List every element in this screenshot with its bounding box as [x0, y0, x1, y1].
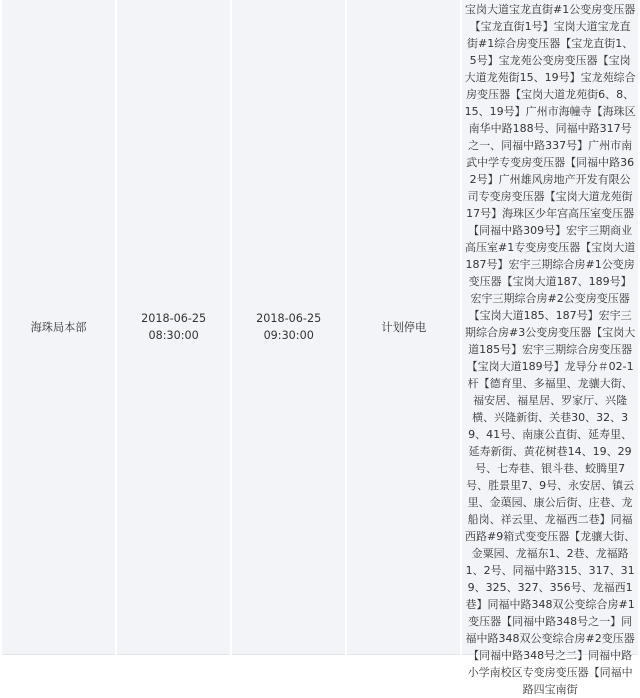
start-time-cell: 2018-06-25 08:30:00 [117, 0, 230, 655]
table-row [2, 0, 638, 655]
unit-cell: 海珠局本部 [2, 0, 115, 655]
scope-text: 宝岗大道宝龙直街#1公变房变压器【宝龙直街1号】宝岗大道宝龙直街#1综合房变压器【宝龙直街1、5号】宝龙苑公变房变压器【宝岗大道龙苑街15、19号】宝龙苑综合房变压器【宝岗大道龙苑街6、8、15、19号】广州市海幢寺【海珠区南华中路188号、同福中路317号之一、同福中路337号】广州市南武中学专变房变压器【同福中路362号】广州雄风房地产开发有限公司专变房变压器【宝岗大道龙苑街17号】海珠区少年宫高压室变压器【同福中路309号】宏宇三期商业高压室#1专变房变压器【宝岗大道187号】宏宇三期综合房#1公变房变压器【宝岗大道187、189号】宏宇三期综合房#2公变房变压器【宝岗大道185、187号】宏宇三期综合房#3公变房变压器【宝岗大道185号】宏宇三期综合房变压器【宝岗大道189号】龙导分＃02-1杆【德育里、多福里、龙骧大街、福安居、福星居、罗家厅、兴隆横、兴隆新街、关巷30、32、39、41号、南康公直街、延寿里、延寿新街、黄花树巷14、19、29号、七寿巷、银斗巷、蛟腾里7号、胜景里7、9号、永安居、镇云里、金蕖园、康公后街、庄巷、龙船岗、祥云里、龙福西二巷】同福西路#9箱式变变压器【龙骧大街、金粟园、龙福东1、2巷、龙福路1、2号、同福中路315、317、319、325、327、356号、龙福西1巷】同福中路348双公变综合房#1变压器【同福中路348号之一】同福中路348双公变综合房#2变压器【同福中路348号之二】同福中路小学南校区专变房变压器【同福中路四宝南街 [464, 3, 636, 696]
outage-type-cell: 计划停电 [347, 0, 460, 655]
scope-cell [462, 0, 638, 696]
end-time-cell: 2018-06-25 09:30:00 [232, 0, 345, 655]
